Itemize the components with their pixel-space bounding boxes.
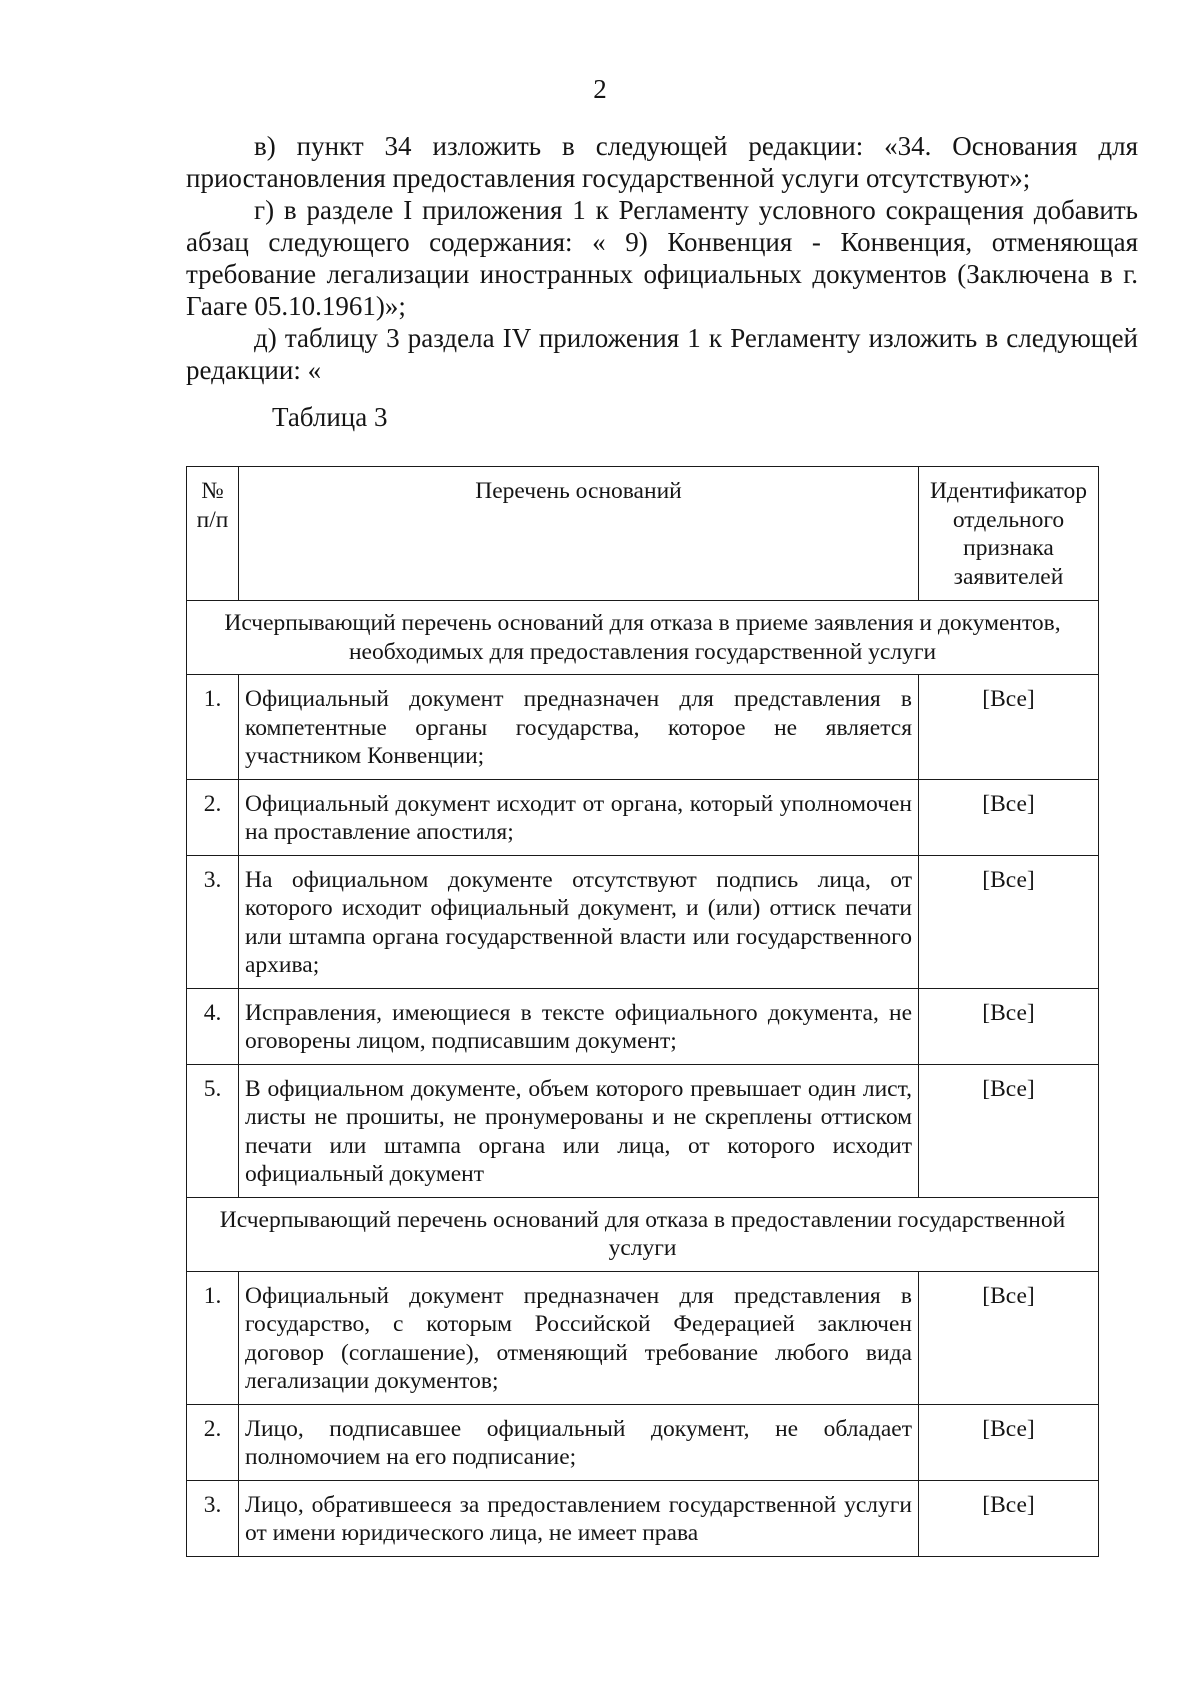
row-text: Официальный документ исходит от органа, который уполномочен на проставление апостиля; xyxy=(239,779,919,855)
paragraph-g-text: г) в разделе I приложения 1 к Регламенту условного сокращения добавить абзац следующего содержания: « 9) Конвенция - Конвенция, отменяющая требование легализации иностранных официальных документов (Заключена в г. Гааге 05.10.1961)»; xyxy=(186,195,1138,321)
paragraph-g xyxy=(186,194,1138,322)
row-num: 2. xyxy=(187,1404,239,1480)
row-id: [Все] xyxy=(919,1480,1099,1556)
row-id: [Все] xyxy=(919,1064,1099,1197)
row-num: 1. xyxy=(187,675,239,780)
row-text: Лицо, обратившееся за предоставлением государственной услуги от имени юридического лица, не имеет права xyxy=(239,1480,919,1556)
row-id: [Все] xyxy=(919,675,1099,780)
paragraph-v xyxy=(186,130,1138,194)
header-list: Перечень оснований xyxy=(239,467,919,601)
row-id: [Все] xyxy=(919,855,1099,988)
row-id: [Все] xyxy=(919,1271,1099,1404)
row-text: Лицо, подписавшее официальный документ, не обладает полномочием на его подписание; xyxy=(239,1404,919,1480)
row-id: [Все] xyxy=(919,1404,1099,1480)
page-number: 2 xyxy=(593,74,607,104)
header-num: № п/п xyxy=(187,467,239,601)
table-row xyxy=(187,1064,1099,1197)
table-row xyxy=(187,1271,1099,1404)
section-row xyxy=(187,601,1099,675)
row-num: 5. xyxy=(187,1064,239,1197)
table-row xyxy=(187,988,1099,1064)
row-num: 1. xyxy=(187,1271,239,1404)
row-num: 3. xyxy=(187,855,239,988)
row-id: [Все] xyxy=(919,988,1099,1064)
table-row xyxy=(187,855,1099,988)
row-num: 4. xyxy=(187,988,239,1064)
row-text: Исправления, имеющиеся в тексте официального документа, не оговорены лицом, подписавшим документ; xyxy=(239,988,919,1064)
table-row xyxy=(187,1404,1099,1480)
row-id: [Все] xyxy=(919,779,1099,855)
paragraph-d xyxy=(186,322,1138,386)
grounds-table xyxy=(186,466,1099,1557)
table-row xyxy=(187,675,1099,780)
section-1-title: Исчерпывающий перечень оснований для отказа в приеме заявления и документов, необходимых для предоставления государственной услуги xyxy=(187,601,1099,675)
paragraph-v-text: в) пункт 34 изложить в следующей редакции: «34. Основания для приостановления предоставления государственной услуги отсутствуют»; xyxy=(186,131,1138,193)
row-num: 3. xyxy=(187,1480,239,1556)
section-2-title: Исчерпывающий перечень оснований для отказа в предоставлении государственной услуги xyxy=(187,1197,1099,1271)
section-row xyxy=(187,1197,1099,1271)
table-header-row xyxy=(187,467,1099,601)
row-text: На официальном документе отсутствуют подпись лица, от которого исходит официальный документ, и (или) оттиск печати или штампа органа государственной власти или государственного архива; xyxy=(239,855,919,988)
row-text: Официальный документ предназначен для представления в государство, с которым Российской Федерацией заключен договор (соглашение), отменяющий требование любого вида легализации документов; xyxy=(239,1271,919,1404)
row-num: 2. xyxy=(187,779,239,855)
row-text: Официальный документ предназначен для представления в компетентные органы государства, которое не является участником Конвенции; xyxy=(239,675,919,780)
row-text: В официальном документе, объем которого превышает один лист, листы не прошиты, не пронумерованы и не скреплены оттиском печати или штампа органа или лица, от которого исходит официальный документ xyxy=(239,1064,919,1197)
table-row xyxy=(187,779,1099,855)
table-row xyxy=(187,1480,1099,1556)
table-caption: Таблица 3 xyxy=(272,402,388,432)
paragraph-d-text: д) таблицу 3 раздела IV приложения 1 к Регламенту изложить в следующей редакции: « xyxy=(186,323,1138,385)
header-id: Идентификатор отдельного признака заявителей xyxy=(919,467,1099,601)
